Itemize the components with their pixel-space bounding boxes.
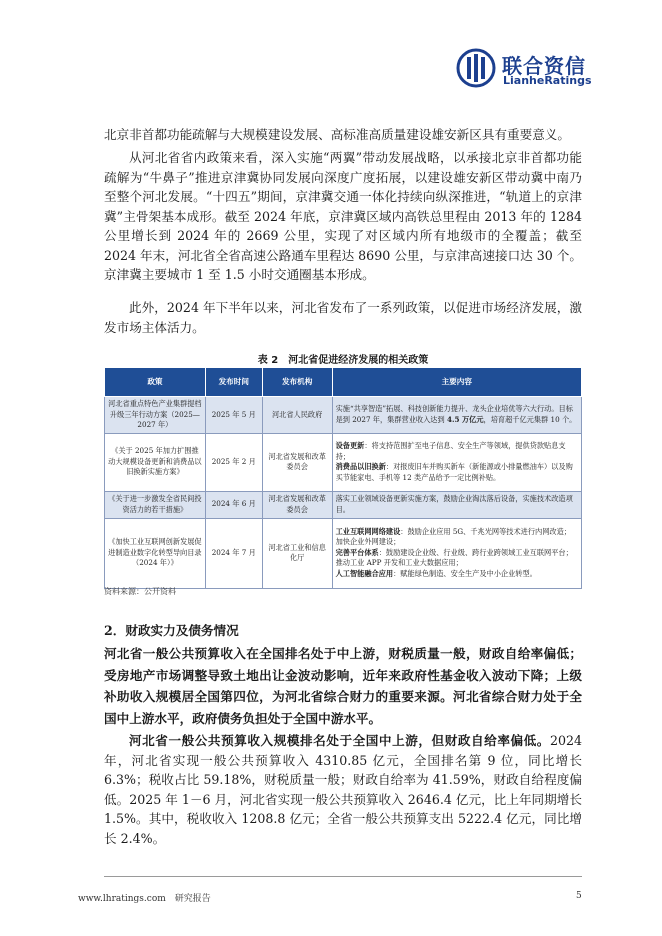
cell-policy: 《关于进一步激发全省民间投资活力的若干措施》: [105, 491, 206, 518]
cell-policy: 《关于 2025 年加力扩围推动大规模设备更新和消费品以旧换新实施方案》: [105, 433, 206, 491]
table-row: [105, 491, 582, 518]
header-date: 发布时间: [205, 368, 262, 397]
cell-policy: 河北省重点特色产业集群提档升级三年行动方案（2025—2027 年）: [105, 397, 206, 434]
lianhe-logo-icon: [456, 48, 496, 88]
cell-org: 河北省发展和改革委员会: [262, 433, 332, 491]
table-row: [105, 433, 582, 491]
cell-date: 2025 年 2 月: [205, 433, 262, 491]
header-policy: 政策: [105, 368, 206, 397]
company-logo: [456, 48, 626, 92]
logo-chinese-name: 联合资信: [502, 54, 586, 78]
table-row: [105, 518, 582, 588]
paragraph-province-policy: 从河北省省内政策来看，深入实施“两翼”带动发展战略，以承接北京非首都功能疏解为“牛鼻子”推进京津冀协同发展向深度广度拓展，以建设雄安新区带动冀中南乃至整个河北发展。“十四五”期间，京津冀交通一体化持续向纵深推进，“轨道上的京津冀”主骨架基本成形。截至 2024 年底，京津冀区域内高铁总里程由 2013 年的 1284 公里增长到 2024 年的 2669 公里，实现了对区域内所有地级市的全覆盖；截至 2024 年末，河北省全省高速公路通车里程达 8690 公里，与京津高速接口达 30 个。京津冀主要城市 1 至 1.5 小时交通圈基本形成。: [104, 150, 582, 282]
cell-policy: 《加快工业互联网创新发展促进制造业数字化转型导向目录（2024 年）》: [105, 518, 206, 588]
section-title: 2．财政实力及债务情况: [104, 623, 239, 638]
footer-site: www.lhratings.com 研究报告: [78, 894, 211, 904]
summary-bold-paragraph: 河北省一般公共预算收入在全国排名处于中上游，财税质量一般，财政自给率偏低；受房地产市场调整导致土地出让金波动影响，近年来政府性基金收入波动下降；上级补助收入规模居全国第四位，为河北省综合财力的重要来源。河北省综合财力处于全国中上游水平，政府债务负担处于全国中游水平。: [104, 646, 582, 726]
paragraph-budget-revenue: 河北省一般公共预算收入规模排名处于全国中上游，但财政自给率偏低。2024 年，河北省实现一般公共预算收入 4310.85 亿元，全国排名第 9 位，同比增长 6.3%；税收占比 59.18%，财税质量一般；财政自给率为 41.59%，财政自给程度偏低。2025 年 1－6 月，河北省实现一般公共预算收入 2646.4 亿元，比上年同期增长 1.5%。其中，税收收入 1208.8 亿元；全省一般公共预算支出 5222.4 亿元，同比增长 2.4%。: [104, 733, 582, 846]
cell-org: 河北省工业和信息化厅: [262, 518, 332, 588]
cell-content: 落实工业领域设备更新实施方案，鼓励企业淘汰落后设备，实施技术改造项目。: [332, 491, 581, 518]
cell-content: 实施“共享智造”拓展、科技创新能力提升、龙头企业培优等六大行动。目标是到 2027 年，集群营业收入达到 4.5 万亿元，培育超千亿元集群 10 个。: [332, 397, 581, 434]
footer-divider: [104, 876, 582, 877]
table-header-row: [105, 368, 582, 397]
header-org: 发布机构: [262, 368, 332, 397]
table-caption: 表 2 河北省促进经济发展的相关政策: [257, 355, 429, 366]
paragraph-recent-policy: 此外，2024 年下半年以来，河北省发布了一系列政策，以促进市场经济发展，激发市场主体活力。: [104, 300, 582, 335]
logo-english-name: LianheRatings: [503, 74, 592, 87]
page-number: 5: [576, 891, 582, 901]
cell-content: 设备更新：将支持范围扩至电子信息、安全生产等领域，提供贷款贴息支持； 消费品以旧换新：对报废旧车并购买新车（新能源或小排量燃油车）以及购买节能家电、手机等 12 类产品给予一定比例补贴。: [332, 433, 581, 491]
cell-org: 河北省人民政府: [262, 397, 332, 434]
cell-date: 2025 年 5 月: [205, 397, 262, 434]
cell-date: 2024 年 7 月: [205, 518, 262, 588]
cell-date: 2024 年 6 月: [205, 491, 262, 518]
table-row: [105, 397, 582, 434]
policy-table: [104, 367, 582, 589]
table-source: 资料来源：公开资料: [104, 587, 176, 596]
paragraph-intro: 北京非首都功能疏解与大规模建设发展、高标准高质量建设雄安新区具有重要意义。: [104, 127, 570, 142]
header-content: 主要内容: [332, 368, 581, 397]
cell-content: 工业互联网网络建设：鼓励企业应用 5G、千兆光网等技术进行内网改造；加快企业外网建设； 完善平台体系：鼓励建设企业级、行业级、跨行业跨领域工业互联网平台；推动工业 APP 开发和工业大数据应用； 人工智能融合应用：赋能绿色制造、安全生产及中小企业转型。: [332, 518, 581, 588]
cell-org: 河北省发展和改革委员会: [262, 491, 332, 518]
